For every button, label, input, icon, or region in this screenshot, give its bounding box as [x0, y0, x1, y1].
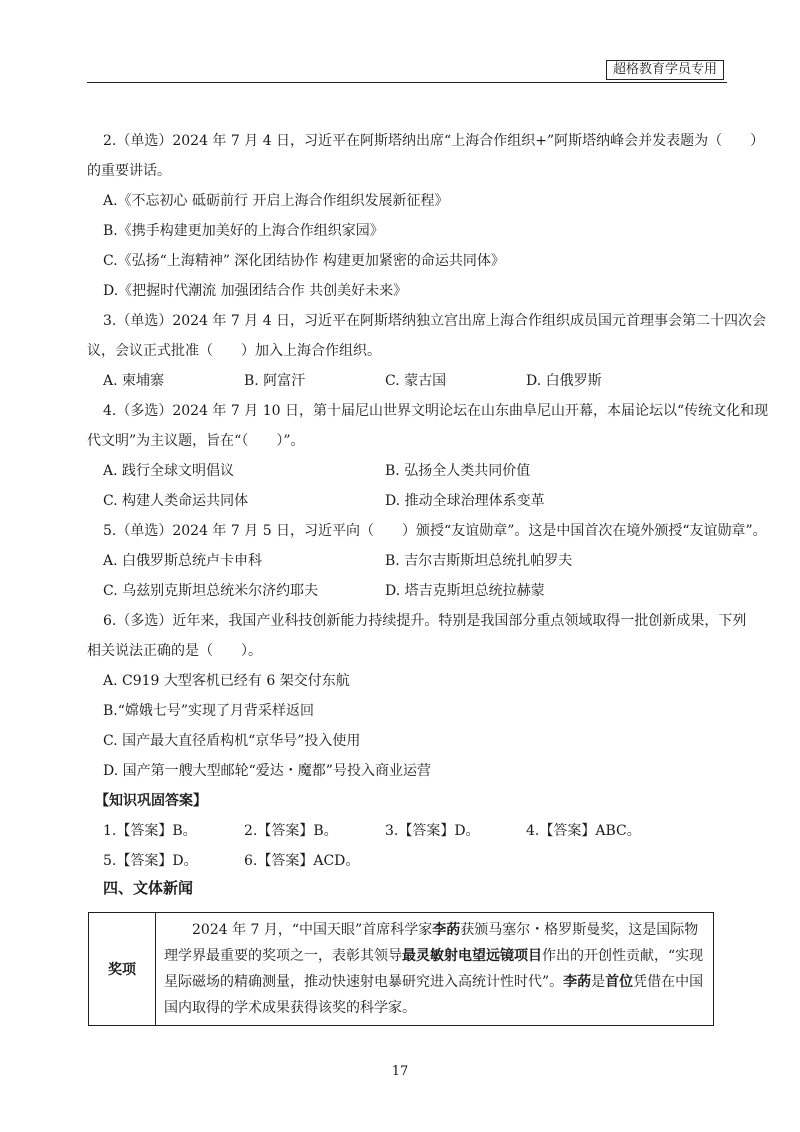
question-3-option-b: B. 阿富汗 — [244, 373, 306, 389]
news-text-5: 凭借在中国国内取得的学术成果获得该奖的科学家。 — [164, 974, 704, 1016]
question-5-options-row-1 — [87, 546, 727, 576]
question-5-options-row-2 — [87, 576, 727, 606]
news-body — [156, 913, 714, 1026]
question-5-option-c: C. 乌兹别克斯坦总统米尔济约耶夫 — [103, 583, 319, 599]
question-2-option-d: D.《把握时代潮流 加强团结合作 共创美好未来》 — [103, 283, 408, 299]
question-5-option-a: A. 白俄罗斯总统卢卡申科 — [103, 553, 263, 569]
question-6-option-c: C. 国产最大直径盾构机“京华号”投入使用 — [103, 733, 361, 749]
question-4-line-2: 代文明”为主议题，旨在“（ ）”。 — [87, 433, 305, 449]
answer-6: 6.【答案】ACD。 — [244, 853, 360, 869]
news-text-3: 作出的开创性贡献，“实现星际磁场的精确测量，推动快速射电暴研究进入高统计性时代”。 — [164, 948, 704, 990]
question-6-line-1: 6.（多选）近年来，我国产业科技创新能力持续提升。特别是我国部分重点领域取得一批创新成果，下列 — [103, 613, 747, 629]
news-text-2: 获颁马塞尔・格罗斯曼奖，这是国际物理学界最重要的奖项之一，表彰其领导 — [164, 922, 699, 964]
news-row — [89, 913, 714, 1026]
question-list — [87, 126, 769, 876]
news-text-1: 2024 年 7 月，“中国天眼”首席科学家 — [192, 922, 433, 938]
question-6-line-2: 相关说法正确的是（ ）。 — [87, 643, 262, 659]
news-bold-3: 李菂 — [563, 974, 592, 990]
question-5-line-1: 5.（单选）2024 年 7 月 5 日，习近平向（ ）颁授“友谊勋章”。这是中国首次在境外颁授“友谊勋章”。 — [103, 523, 767, 539]
question-3-option-c: C. 蒙古国 — [385, 373, 447, 389]
question-3-line-2: 议，会议正式批准（ ）加入上海合作组织。 — [87, 343, 381, 359]
question-3-option-a: A. 柬埔寨 — [103, 373, 165, 389]
question-2-option-c: C.《弘扬“上海精神” 深化团结协作 构建更加紧密的命运共同体》 — [103, 253, 505, 269]
question-2-option-b: B.《携手构建更加美好的上海合作组织家园》 — [103, 223, 384, 239]
question-4-option-c: C. 构建人类命运共同体 — [103, 493, 249, 509]
news-bold-4: 首位 — [605, 974, 634, 990]
page-number: 17 — [391, 1064, 409, 1079]
answer-5: 5.【答案】D。 — [103, 853, 198, 869]
question-4-line-1: 4.（多选）2024 年 7 月 10 日，第十届尼山世界文明论坛在山东曲阜尼山开幕，本届论坛以“传统文化和现 — [103, 403, 769, 419]
question-3-line-1: 3.（单选）2024 年 7 月 4 日，习近平在阿斯塔纳独立宫出席上海合作组织成员国元首理事会第二十四次会 — [103, 313, 767, 329]
question-4-option-a: A. 践行全球文明倡议 — [103, 463, 235, 479]
question-5-option-d: D. 塔吉克斯坦总统拉赫蒙 — [385, 583, 545, 599]
header-rule — [87, 82, 727, 83]
news-table — [88, 912, 714, 1026]
news-bold-1: 李菂 — [432, 922, 461, 938]
answer-1: 1.【答案】B。 — [103, 823, 197, 839]
question-3-option-d: D. 白俄罗斯 — [526, 373, 602, 389]
question-2-line-2: 的重要讲话。 — [87, 163, 171, 179]
question-6-option-a: A. C919 大型客机已经有 6 架交付东航 — [103, 673, 350, 689]
section-title: 四、文体新闻 — [103, 879, 194, 897]
brand-label: 超格教育学员专用 — [606, 60, 724, 80]
answers-row-1 — [87, 816, 727, 846]
question-6-option-d: D. 国产第一艘大型邮轮“爱达・魔都”号投入商业运营 — [103, 763, 431, 779]
news-bold-2: 最灵敏射电望远镜项目 — [402, 948, 542, 964]
news-category: 奖项 — [89, 913, 156, 1026]
answer-2: 2.【答案】B。 — [244, 823, 338, 839]
question-4-options-row-1 — [87, 456, 727, 486]
question-3-options — [87, 366, 727, 396]
question-2-option-a: A.《不忘初心 砥砺前行 开启上海合作组织发展新征程》 — [103, 193, 449, 209]
news-text-4: 是 — [591, 974, 606, 990]
question-4-option-d: D. 推动全球治理体系变革 — [385, 493, 545, 509]
answers-title: 【知识巩固答案】 — [95, 793, 207, 809]
answer-4: 4.【答案】ABC。 — [526, 823, 641, 839]
question-5-option-b: B. 吉尔吉斯斯坦总统扎帕罗夫 — [385, 553, 573, 569]
question-4-options-row-2 — [87, 486, 727, 516]
question-6-option-b: B.“嫦娥七号”实现了月背采样返回 — [103, 703, 315, 719]
answers-row-2 — [87, 846, 727, 876]
question-4-option-b: B. 弘扬全人类共同价值 — [385, 463, 531, 479]
question-2-line-1: 2.（单选）2024 年 7 月 4 日，习近平在阿斯塔纳出席“上海合作组织+”阿斯塔纳峰会并发表题为（ ） — [103, 133, 765, 149]
answer-3: 3.【答案】D。 — [385, 823, 480, 839]
